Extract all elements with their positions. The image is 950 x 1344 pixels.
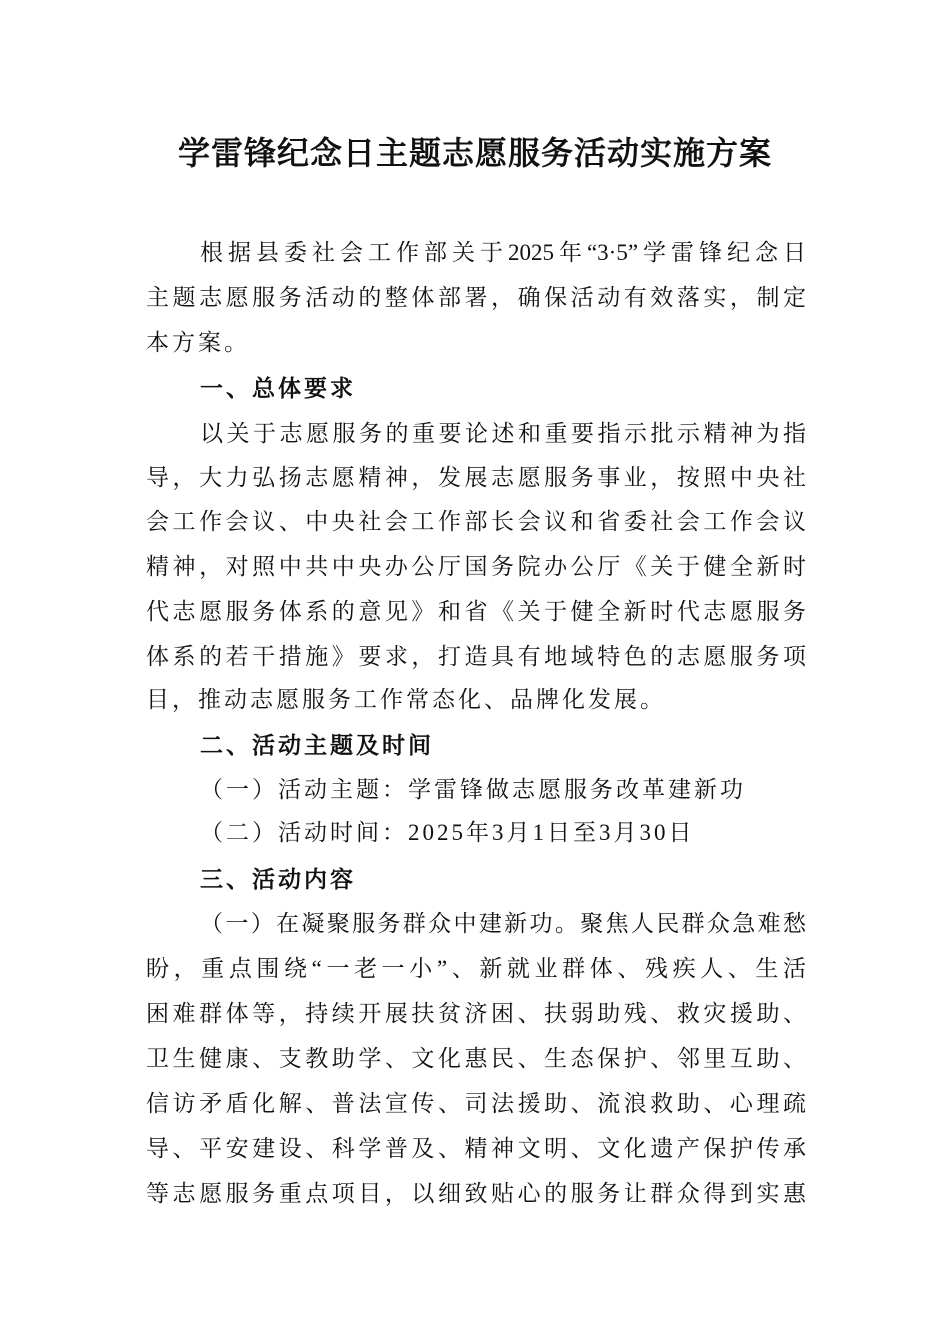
paragraph-line: 以关于志愿服务的重要论述和重要指示批示精神为指 bbox=[200, 421, 806, 446]
section-heading: 三、活动内容 bbox=[200, 866, 356, 892]
paragraph-line: 困难群体等，持续开展扶贫济困、扶弱助残、救灾援助、 bbox=[146, 1001, 806, 1026]
paragraph-line: （二）活动时间：2025年3月1日至3月30日 bbox=[200, 820, 695, 845]
paragraph-line: 导，大力弘扬志愿精神，发展志愿服务事业，按照中央社 bbox=[146, 465, 806, 490]
paragraph-line: 会工作会议、中央社会工作部长会议和省委社会工作会议 bbox=[146, 509, 806, 534]
paragraph-line: 等志愿服务重点项目，以细致贴心的服务让群众得到实惠 bbox=[146, 1181, 806, 1206]
paragraph-line: 代志愿服务体系的意见》和省《关于健全新时代志愿服务 bbox=[146, 599, 806, 624]
paragraph-line: （一）活动主题：学雷锋做志愿服务改革建新功 bbox=[200, 777, 746, 802]
paragraph-line: 目，推动志愿服务工作常态化、品牌化发展。 bbox=[146, 687, 666, 712]
paragraph-line: 体系的若干措施》要求，打造具有地域特色的志愿服务项 bbox=[146, 644, 806, 669]
paragraph-line: 导、平安建设、科学普及、精神文明、文化遗产保护传承 bbox=[146, 1136, 806, 1161]
paragraph-line: 精神，对照中共中央办公厅国务院办公厅《关于健全新时 bbox=[146, 554, 806, 579]
paragraph-line: 卫生健康、支教助学、文化惠民、生态保护、邻里互助、 bbox=[146, 1046, 806, 1071]
document-title: 学雷锋纪念日主题志愿服务活动实施方案 bbox=[177, 135, 772, 171]
paragraph-line: 盼，重点围绕“一老一小”、新就业群体、残疾人、生活 bbox=[146, 956, 806, 981]
paragraph-line: 主题志愿服务活动的整体部署，确保活动有效落实，制定 bbox=[146, 285, 806, 310]
section-heading: 一、总体要求 bbox=[200, 375, 356, 401]
paragraph-line: 信访矛盾化解、普法宣传、司法援助、流浪救助、心理疏 bbox=[146, 1091, 806, 1116]
paragraph-line: （一）在凝聚服务群众中建新功。聚焦人民群众急难愁 bbox=[200, 911, 806, 936]
section-heading: 二、活动主题及时间 bbox=[200, 732, 434, 758]
paragraph-line: 根据县委社会工作部关于2025年“3·5”学雷锋纪念日 bbox=[200, 240, 806, 265]
paragraph-line: 本方案。 bbox=[146, 330, 250, 355]
